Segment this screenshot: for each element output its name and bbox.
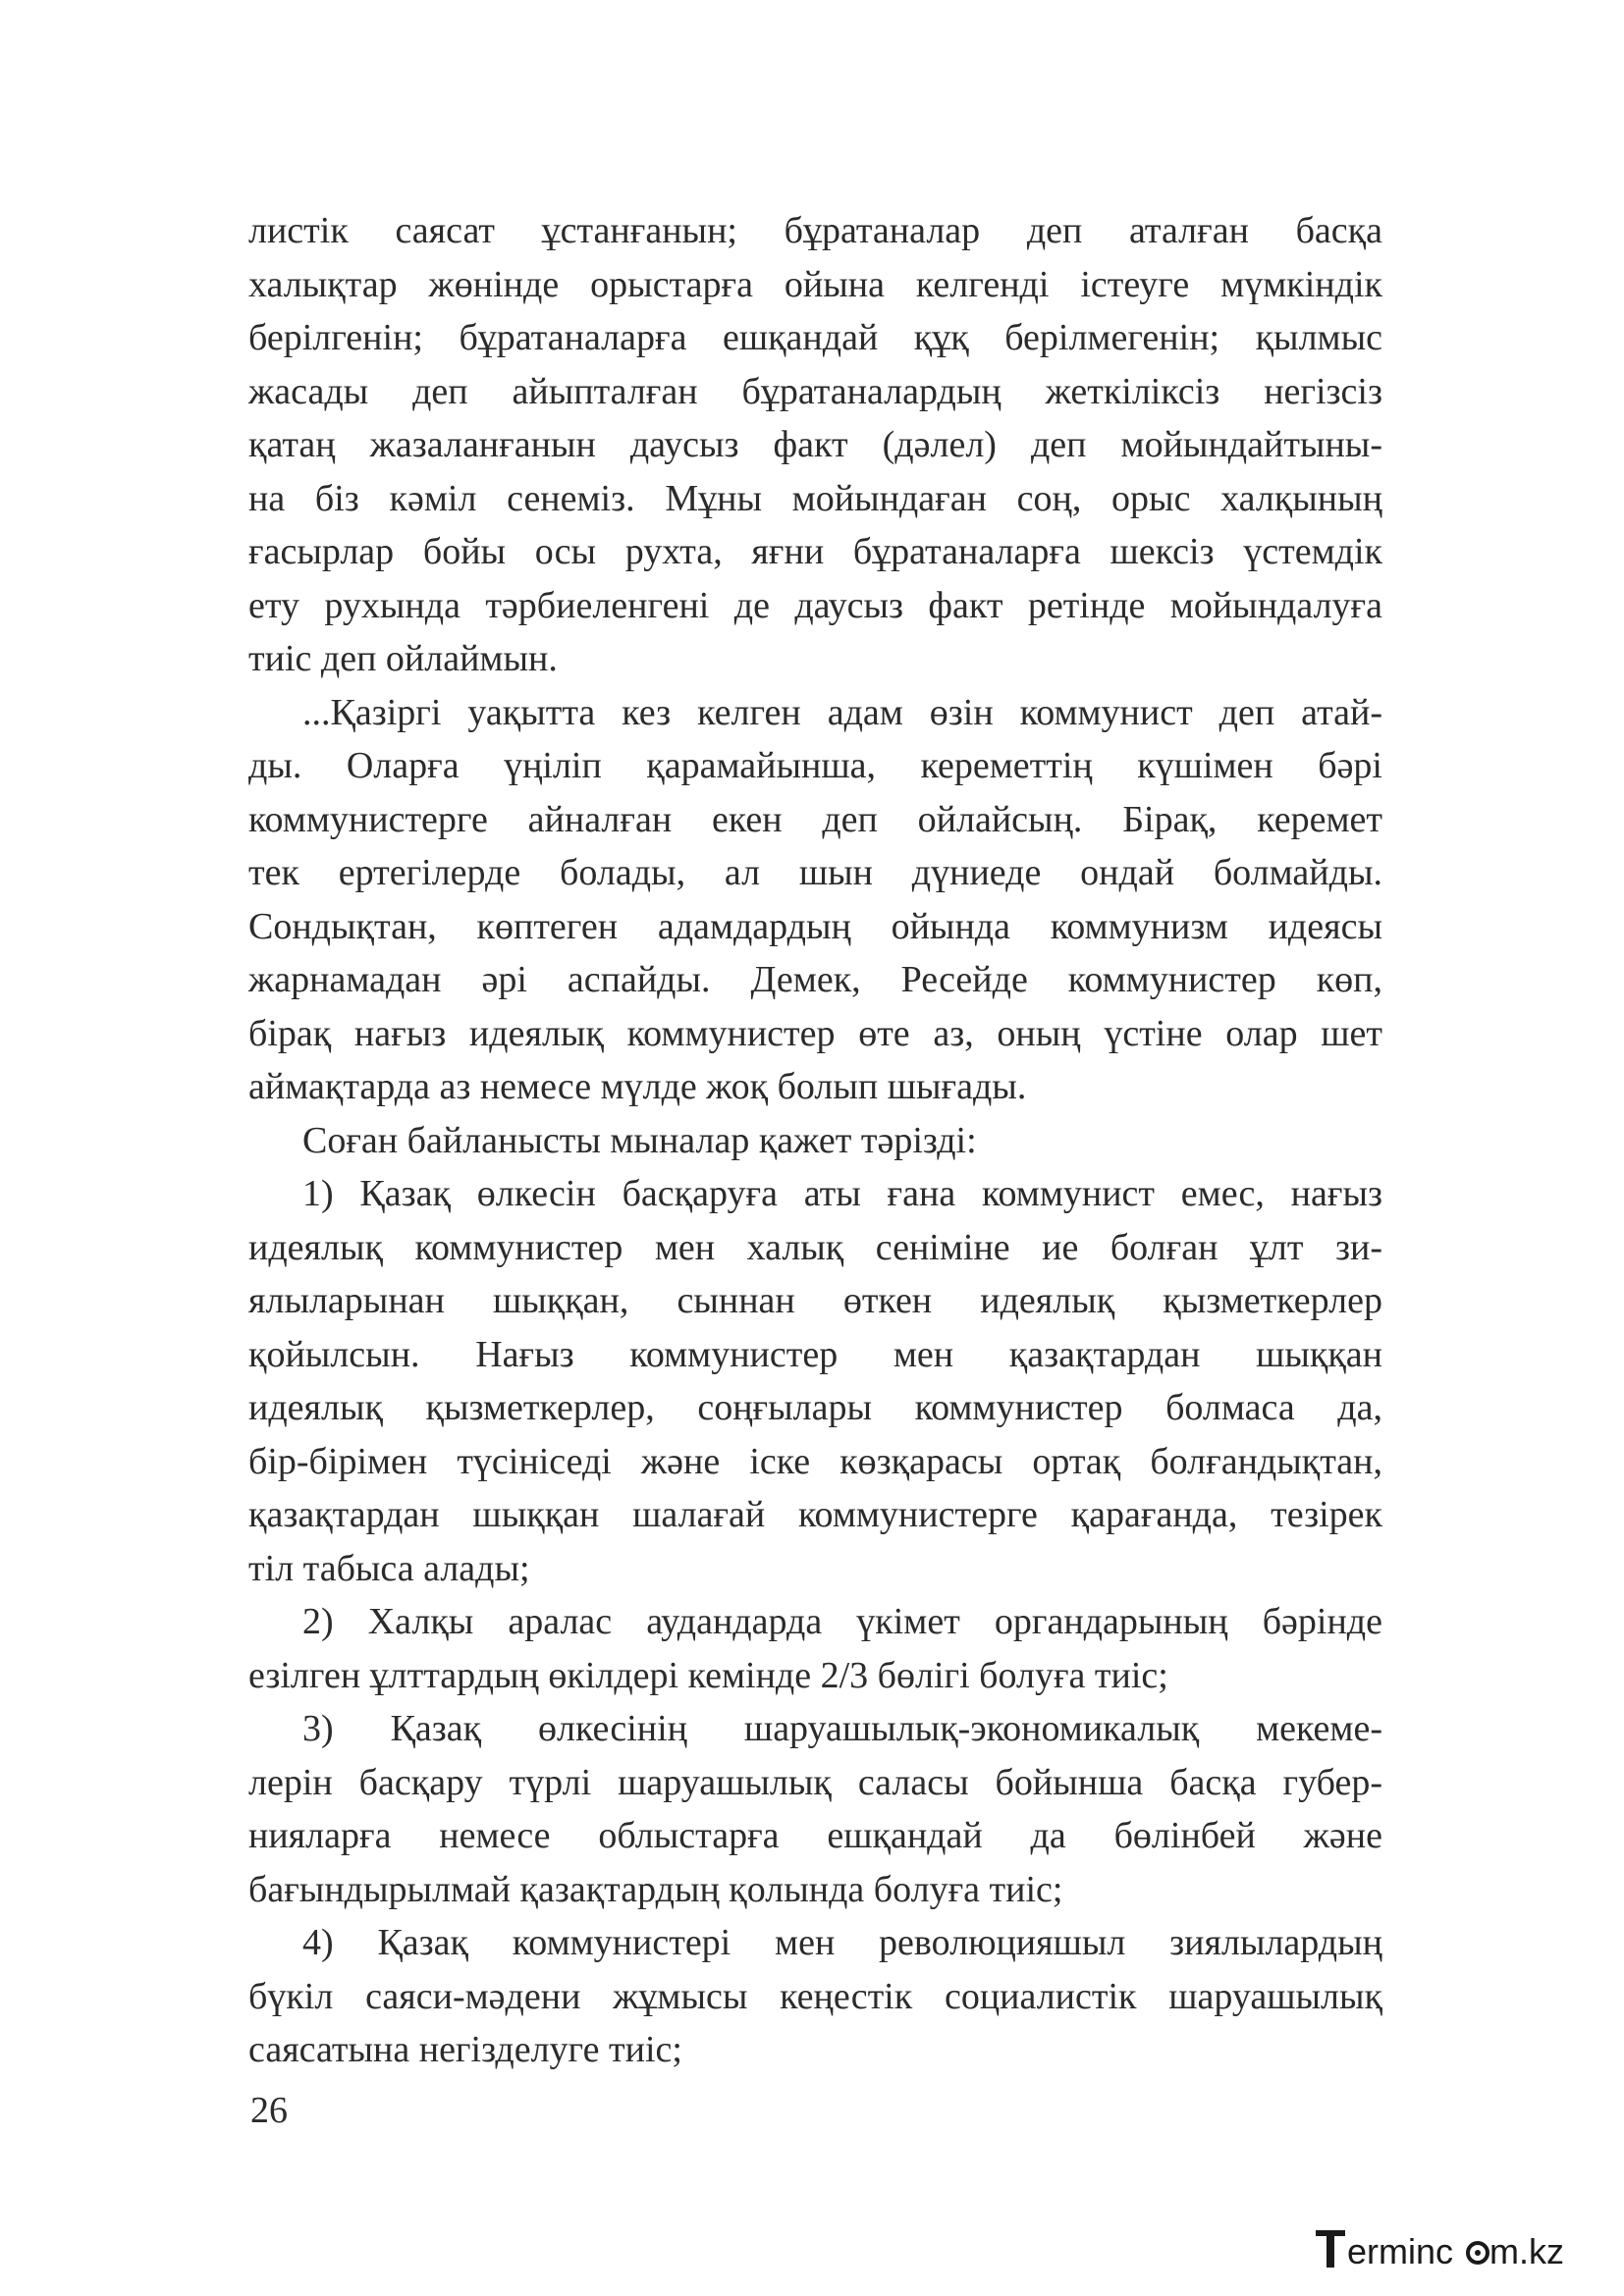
text-line: 1) Қазақ өлкесін басқаруға аты ғана коммунист емес, нағыз <box>302 1173 1382 1214</box>
text-line: ...Қазіргі уақытта кез келген адам өзін коммунист деп атай- <box>302 691 1382 733</box>
watermark-text-right: m.kz <box>1489 2231 1564 2271</box>
text-line: ету рухында тәрбиеленгені де даусыз факт ретінде мойындалуға <box>248 584 1382 626</box>
text-line: ды. Оларға үңіліп қарамайынша, кереметтің күшімен бәрі <box>248 745 1382 786</box>
text-line: идеялық коммунистер мен халық сеніміне ие болған ұлт зи- <box>248 1226 1382 1268</box>
text-line: Соған байланысты мыналар қажет тәрізді: <box>302 1119 977 1161</box>
list-item-3 <box>248 1702 1382 1916</box>
text-line: бағындырылмай қазақтардың қолында болуға тиіс; <box>248 1868 1063 1910</box>
text-line: 2) Халқы аралас аудандарда үкімет органдарының бәрінде <box>302 1601 1382 1642</box>
paragraph-3 <box>248 1114 1382 1168</box>
terminco-logo-icon <box>1316 2230 1345 2268</box>
text-line: бірақ нағыз идеялық коммунистер өте аз, оның үстіне олар шет <box>248 1012 1382 1054</box>
text-line: бір-бірімен түсініседі және іске көзқарасы ортақ болғандықтан, <box>248 1440 1382 1482</box>
text-line: лерін басқару түрлі шаруашылық саласы бойынша басқа губер- <box>248 1761 1382 1803</box>
text-line: қазақтардан шыққан шалағай коммунистерге қарағанда, тезірек <box>248 1494 1382 1535</box>
paragraph-1 <box>248 204 1382 686</box>
text-line: қойылсын. Нағыз коммунистер мен қазақтардан шыққан <box>248 1333 1382 1375</box>
text-line: ялыларынан шыққан, сыннан өткен идеялық қызметкерлер <box>248 1280 1382 1321</box>
text-line: аймақтарда аз немесе мүлде жоқ болып шығады. <box>248 1066 1027 1107</box>
watermark-o-icon <box>1468 2243 1488 2263</box>
text-line: 3) Қазақ өлкесінің шаруашылық-экономикалық мекеме- <box>302 1708 1382 1749</box>
text-line: езілген ұлттардың өкілдері кемінде 2/3 бөлігі болуға тиіс; <box>248 1654 1168 1696</box>
text-line: коммунистерге айналған екен деп ойлайсың. Бірақ, керемет <box>248 798 1382 840</box>
text-line: берілгенін; бұратаналарға ешқандай құқ берілмегенін; қылмыс <box>248 317 1382 358</box>
list-item-2 <box>248 1595 1382 1702</box>
text-line: халықтар жөнінде орыстарға ойына келгенді істеуге мүмкіндік <box>248 263 1382 305</box>
text-line: жасады деп айыпталған бұратаналардың жеткіліксіз негізсіз <box>248 370 1382 412</box>
text-line: саясатына негізделуге тиіс; <box>248 2029 682 2070</box>
text-line: тиіс деп ойлаймын. <box>248 638 558 679</box>
text-line: нияларға немесе облыстарға ешқандай да бөлінбей және <box>248 1815 1382 1856</box>
text-line: листік саясат ұстанғанын; бұратаналар деп аталған басқа <box>248 210 1382 251</box>
list-item-4 <box>248 1916 1382 2077</box>
watermark-text-left: erminc <box>1347 2231 1454 2271</box>
list-item-1 <box>248 1167 1382 1595</box>
text-line: Сондықтан, көптеген адамдардың ойында коммунизм идеясы <box>248 905 1382 947</box>
termincom-watermark <box>1314 2220 1579 2273</box>
text-line: ғасырлар бойы осы рухта, яғни бұратаналарға шексіз үстемдік <box>248 531 1382 572</box>
text-line: тіл табыса алады; <box>248 1547 530 1589</box>
text-line: тек ертегілерде болады, ал шын дүниеде ондай болмайды. <box>248 852 1382 893</box>
text-line: идеялық қызметкерлер, соңғылары коммунистер болмаса да, <box>248 1387 1382 1428</box>
text-line: 4) Қазақ коммунистері мен революцияшыл зиялылардың <box>302 1922 1382 1963</box>
text-line: на біз кәміл сенеміз. Мұны мойындаған соң, орыс халқының <box>248 477 1382 519</box>
page-body <box>248 204 1382 2077</box>
text-line: бүкіл саяси-мәдени жұмысы кеңестік социалистік шаруашылық <box>248 1975 1382 2017</box>
text-line: қатаң жазаланғанын даусыз факт (дәлел) деп мойындайтыны- <box>248 424 1382 465</box>
paragraph-2 <box>248 686 1382 1114</box>
text-line: жарнамадан әрі аспайды. Демек, Ресейде коммунистер көп, <box>248 959 1382 1000</box>
page-number: 26 <box>250 2090 288 2131</box>
